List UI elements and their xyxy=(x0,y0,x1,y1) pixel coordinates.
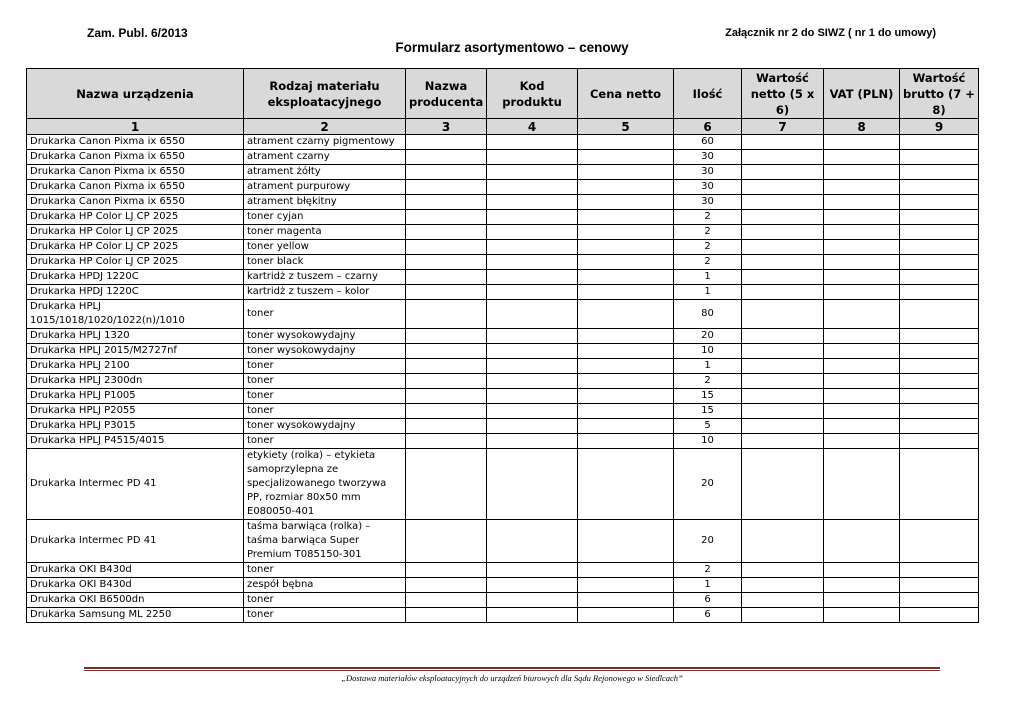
product-code-cell xyxy=(487,404,578,419)
gross-value-cell xyxy=(900,329,979,344)
producer-cell xyxy=(406,449,487,520)
quantity-cell: 2 xyxy=(674,225,742,240)
vat-cell xyxy=(824,285,900,300)
product-code-cell xyxy=(487,285,578,300)
device-cell: Drukarka Intermec PD 41 xyxy=(27,520,244,563)
net-value-cell xyxy=(742,434,824,449)
net-value-cell xyxy=(742,240,824,255)
product-code-cell xyxy=(487,135,578,150)
material-cell: toner xyxy=(244,359,406,374)
material-cell: toner xyxy=(244,563,406,578)
producer-cell xyxy=(406,434,487,449)
net-price-cell xyxy=(578,578,674,593)
material-cell: toner wysokowydajny xyxy=(244,329,406,344)
net-value-cell xyxy=(742,404,824,419)
device-cell: Drukarka HPLJ 2015/M2727nf xyxy=(27,344,244,359)
net-value-cell xyxy=(742,374,824,389)
material-cell: toner xyxy=(244,404,406,419)
product-code-cell xyxy=(487,419,578,434)
producer-cell xyxy=(406,563,487,578)
product-code-cell xyxy=(487,578,578,593)
producer-cell xyxy=(406,150,487,165)
table-row xyxy=(27,344,979,359)
table-row xyxy=(27,300,979,329)
producer-cell xyxy=(406,419,487,434)
net-value-cell xyxy=(742,578,824,593)
vat-cell xyxy=(824,195,900,210)
quantity-cell: 2 xyxy=(674,563,742,578)
gross-value-cell xyxy=(900,180,979,195)
producer-cell xyxy=(406,270,487,285)
device-cell: Drukarka OKI B6500dn xyxy=(27,593,244,608)
net-price-cell xyxy=(578,300,674,329)
device-cell: Drukarka Canon Pixma ix 6550 xyxy=(27,165,244,180)
quantity-cell: 80 xyxy=(674,300,742,329)
device-cell: Drukarka Samsung ML 2250 xyxy=(27,608,244,623)
producer-cell xyxy=(406,195,487,210)
quantity-cell: 15 xyxy=(674,389,742,404)
column-number: 5 xyxy=(578,119,674,135)
vat-cell xyxy=(824,180,900,195)
net-price-cell xyxy=(578,389,674,404)
quantity-cell: 30 xyxy=(674,180,742,195)
net-value-cell xyxy=(742,389,824,404)
producer-cell xyxy=(406,285,487,300)
product-code-cell xyxy=(487,449,578,520)
vat-cell xyxy=(824,359,900,374)
table-row xyxy=(27,520,979,563)
product-code-cell xyxy=(487,180,578,195)
table-row xyxy=(27,135,979,150)
producer-cell xyxy=(406,520,487,563)
net-value-cell xyxy=(742,270,824,285)
vat-cell xyxy=(824,344,900,359)
product-code-cell xyxy=(487,210,578,225)
table-row xyxy=(27,593,979,608)
producer-cell xyxy=(406,404,487,419)
gross-value-cell xyxy=(900,578,979,593)
net-value-cell xyxy=(742,225,824,240)
table-row xyxy=(27,578,979,593)
device-cell: Drukarka HPLJ P4515/4015 xyxy=(27,434,244,449)
material-cell: toner cyjan xyxy=(244,210,406,225)
net-value-cell xyxy=(742,329,824,344)
column-header: Wartość brutto (7 + 8) xyxy=(900,69,979,119)
vat-cell xyxy=(824,150,900,165)
net-value-cell xyxy=(742,449,824,520)
net-price-cell xyxy=(578,608,674,623)
product-code-cell xyxy=(487,329,578,344)
producer-cell xyxy=(406,344,487,359)
footer-text: „Dostawa materiałów eksploatacyjnych do urządzeń biurowych dla Sądu Rejonowego w Siedlcach” xyxy=(341,673,683,683)
net-price-cell xyxy=(578,344,674,359)
product-code-cell xyxy=(487,434,578,449)
material-cell: toner magenta xyxy=(244,225,406,240)
net-value-cell xyxy=(742,195,824,210)
gross-value-cell xyxy=(900,285,979,300)
product-code-cell xyxy=(487,520,578,563)
net-value-cell xyxy=(742,608,824,623)
material-cell: zespół bębna xyxy=(244,578,406,593)
column-header: VAT (PLN) xyxy=(824,69,900,119)
table-row xyxy=(27,434,979,449)
product-code-cell xyxy=(487,240,578,255)
device-cell: Drukarka Canon Pixma ix 6550 xyxy=(27,180,244,195)
column-header: Wartość netto (5 x 6) xyxy=(742,69,824,119)
material-cell: kartridż z tuszem – kolor xyxy=(244,285,406,300)
device-cell: Drukarka Canon Pixma ix 6550 xyxy=(27,195,244,210)
net-value-cell xyxy=(742,359,824,374)
net-value-cell xyxy=(742,180,824,195)
quantity-cell: 30 xyxy=(674,165,742,180)
column-number: 9 xyxy=(900,119,979,135)
material-cell: toner xyxy=(244,434,406,449)
producer-cell xyxy=(406,329,487,344)
gross-value-cell xyxy=(900,195,979,210)
quantity-cell: 2 xyxy=(674,255,742,270)
column-number: 7 xyxy=(742,119,824,135)
quantity-cell: 1 xyxy=(674,578,742,593)
net-price-cell xyxy=(578,180,674,195)
assortment-table xyxy=(26,68,979,623)
quantity-cell: 2 xyxy=(674,240,742,255)
quantity-cell: 30 xyxy=(674,195,742,210)
material-cell: atrament czarny pigmentowy xyxy=(244,135,406,150)
column-number: 2 xyxy=(244,119,406,135)
producer-cell xyxy=(406,210,487,225)
footer-rule xyxy=(84,667,940,669)
vat-cell xyxy=(824,374,900,389)
quantity-cell: 1 xyxy=(674,285,742,300)
net-value-cell xyxy=(742,210,824,225)
quantity-cell: 5 xyxy=(674,419,742,434)
product-code-cell xyxy=(487,608,578,623)
net-value-cell xyxy=(742,300,824,329)
gross-value-cell xyxy=(900,344,979,359)
material-cell: toner xyxy=(244,389,406,404)
device-cell: Drukarka HPLJ 1320 xyxy=(27,329,244,344)
product-code-cell xyxy=(487,150,578,165)
net-price-cell xyxy=(578,135,674,150)
gross-value-cell xyxy=(900,563,979,578)
product-code-cell xyxy=(487,563,578,578)
producer-cell xyxy=(406,359,487,374)
gross-value-cell xyxy=(900,359,979,374)
vat-cell xyxy=(824,240,900,255)
column-header: Kod produktu xyxy=(487,69,578,119)
table-row xyxy=(27,210,979,225)
quantity-cell: 1 xyxy=(674,270,742,285)
column-header: Cena netto xyxy=(578,69,674,119)
device-cell: Drukarka HPLJ 2100 xyxy=(27,359,244,374)
annex-label: Załącznik nr 2 do SIWZ ( nr 1 do umowy) xyxy=(725,27,936,39)
gross-value-cell xyxy=(900,608,979,623)
table-row xyxy=(27,270,979,285)
material-cell: toner yellow xyxy=(244,240,406,255)
net-value-cell xyxy=(742,419,824,434)
producer-cell xyxy=(406,593,487,608)
device-cell: Drukarka HP Color LJ CP 2025 xyxy=(27,255,244,270)
material-cell: taśma barwiąca (rolka) – taśma barwiąca Super Premium T085150-301 xyxy=(244,520,406,563)
device-cell: Drukarka Intermec PD 41 xyxy=(27,449,244,520)
material-cell: toner wysokowydajny xyxy=(244,344,406,359)
column-header-row xyxy=(27,69,979,119)
table-row xyxy=(27,404,979,419)
net-price-cell xyxy=(578,150,674,165)
device-cell: Drukarka HPDJ 1220C xyxy=(27,270,244,285)
table-body xyxy=(27,135,979,623)
quantity-cell: 2 xyxy=(674,210,742,225)
gross-value-cell xyxy=(900,135,979,150)
device-cell: Drukarka HP Color LJ CP 2025 xyxy=(27,240,244,255)
net-value-cell xyxy=(742,135,824,150)
net-price-cell xyxy=(578,285,674,300)
product-code-cell xyxy=(487,344,578,359)
material-cell: toner wysokowydajny xyxy=(244,419,406,434)
table-row xyxy=(27,285,979,300)
product-code-cell xyxy=(487,225,578,240)
net-price-cell xyxy=(578,329,674,344)
net-price-cell xyxy=(578,359,674,374)
net-value-cell xyxy=(742,593,824,608)
column-number: 8 xyxy=(824,119,900,135)
gross-value-cell xyxy=(900,165,979,180)
vat-cell xyxy=(824,563,900,578)
producer-cell xyxy=(406,240,487,255)
material-cell: toner xyxy=(244,374,406,389)
material-cell: toner xyxy=(244,593,406,608)
vat-cell xyxy=(824,135,900,150)
vat-cell xyxy=(824,300,900,329)
product-code-cell xyxy=(487,593,578,608)
net-price-cell xyxy=(578,593,674,608)
quantity-cell: 20 xyxy=(674,520,742,563)
column-number: 6 xyxy=(674,119,742,135)
table-row xyxy=(27,419,979,434)
doc-ref: Zam. Publ. 6/2013 xyxy=(87,26,188,40)
product-code-cell xyxy=(487,359,578,374)
gross-value-cell xyxy=(900,300,979,329)
table-row xyxy=(27,449,979,520)
net-price-cell xyxy=(578,374,674,389)
producer-cell xyxy=(406,300,487,329)
material-cell: toner black xyxy=(244,255,406,270)
net-value-cell xyxy=(742,285,824,300)
product-code-cell xyxy=(487,195,578,210)
product-code-cell xyxy=(487,165,578,180)
quantity-cell: 10 xyxy=(674,344,742,359)
vat-cell xyxy=(824,593,900,608)
producer-cell xyxy=(406,135,487,150)
device-cell: Drukarka OKI B430d xyxy=(27,578,244,593)
quantity-cell: 15 xyxy=(674,404,742,419)
page-title: Formularz asortymentowo – cenowy xyxy=(395,40,629,55)
gross-value-cell xyxy=(900,225,979,240)
gross-value-cell xyxy=(900,255,979,270)
net-price-cell xyxy=(578,195,674,210)
material-cell: toner xyxy=(244,300,406,329)
material-cell: atrament błękitny xyxy=(244,195,406,210)
net-price-cell xyxy=(578,563,674,578)
device-cell: Drukarka HPLJ 1015/1018/1020/1022(n)/1010 xyxy=(27,300,244,329)
table-row xyxy=(27,389,979,404)
gross-value-cell xyxy=(900,520,979,563)
product-code-cell xyxy=(487,374,578,389)
net-price-cell xyxy=(578,520,674,563)
material-cell: atrament żółty xyxy=(244,165,406,180)
net-price-cell xyxy=(578,240,674,255)
device-cell: Drukarka Canon Pixma ix 6550 xyxy=(27,135,244,150)
quantity-cell: 1 xyxy=(674,359,742,374)
net-value-cell xyxy=(742,520,824,563)
quantity-cell: 6 xyxy=(674,608,742,623)
net-price-cell xyxy=(578,434,674,449)
column-number: 1 xyxy=(27,119,244,135)
producer-cell xyxy=(406,225,487,240)
product-code-cell xyxy=(487,389,578,404)
material-cell: toner xyxy=(244,608,406,623)
quantity-cell: 20 xyxy=(674,449,742,520)
table-row xyxy=(27,195,979,210)
table-row xyxy=(27,359,979,374)
material-cell: atrament purpurowy xyxy=(244,180,406,195)
vat-cell xyxy=(824,389,900,404)
product-code-cell xyxy=(487,270,578,285)
table-row xyxy=(27,240,979,255)
column-header: Nazwa urządzenia xyxy=(27,69,244,119)
net-price-cell xyxy=(578,210,674,225)
device-cell: Drukarka HPLJ P1005 xyxy=(27,389,244,404)
table-row xyxy=(27,255,979,270)
product-code-cell xyxy=(487,255,578,270)
table-row xyxy=(27,225,979,240)
vat-cell xyxy=(824,210,900,225)
gross-value-cell xyxy=(900,419,979,434)
device-cell: Drukarka OKI B430d xyxy=(27,563,244,578)
net-price-cell xyxy=(578,270,674,285)
net-value-cell xyxy=(742,563,824,578)
column-number: 3 xyxy=(406,119,487,135)
material-cell: atrament czarny xyxy=(244,150,406,165)
gross-value-cell xyxy=(900,434,979,449)
table-row xyxy=(27,374,979,389)
column-number: 4 xyxy=(487,119,578,135)
quantity-cell: 2 xyxy=(674,374,742,389)
producer-cell xyxy=(406,608,487,623)
vat-cell xyxy=(824,608,900,623)
net-value-cell xyxy=(742,344,824,359)
net-value-cell xyxy=(742,165,824,180)
table-row xyxy=(27,563,979,578)
gross-value-cell xyxy=(900,404,979,419)
quantity-cell: 60 xyxy=(674,135,742,150)
net-price-cell xyxy=(578,165,674,180)
device-cell: Drukarka HPLJ P3015 xyxy=(27,419,244,434)
net-price-cell xyxy=(578,449,674,520)
gross-value-cell xyxy=(900,240,979,255)
producer-cell xyxy=(406,255,487,270)
vat-cell xyxy=(824,165,900,180)
producer-cell xyxy=(406,374,487,389)
gross-value-cell xyxy=(900,449,979,520)
quantity-cell: 20 xyxy=(674,329,742,344)
quantity-cell: 6 xyxy=(674,593,742,608)
net-price-cell xyxy=(578,225,674,240)
table-row xyxy=(27,608,979,623)
footer-rule-thin xyxy=(84,670,940,671)
column-header: Rodzaj materiału eksploatacyjnego xyxy=(244,69,406,119)
net-price-cell xyxy=(578,419,674,434)
material-cell: kartridż z tuszem – czarny xyxy=(244,270,406,285)
device-cell: Drukarka HP Color LJ CP 2025 xyxy=(27,225,244,240)
vat-cell xyxy=(824,404,900,419)
vat-cell xyxy=(824,578,900,593)
vat-cell xyxy=(824,225,900,240)
vat-cell xyxy=(824,329,900,344)
column-number-row xyxy=(27,119,979,135)
producer-cell xyxy=(406,165,487,180)
product-code-cell xyxy=(487,300,578,329)
net-price-cell xyxy=(578,404,674,419)
device-cell: Drukarka HPDJ 1220C xyxy=(27,285,244,300)
net-value-cell xyxy=(742,255,824,270)
table-row xyxy=(27,150,979,165)
device-cell: Drukarka HPLJ P2055 xyxy=(27,404,244,419)
device-cell: Drukarka HP Color LJ CP 2025 xyxy=(27,210,244,225)
vat-cell xyxy=(824,449,900,520)
vat-cell xyxy=(824,419,900,434)
table-row xyxy=(27,329,979,344)
producer-cell xyxy=(406,180,487,195)
vat-cell xyxy=(824,270,900,285)
column-header: Ilość xyxy=(674,69,742,119)
device-cell: Drukarka HPLJ 2300dn xyxy=(27,374,244,389)
table-row xyxy=(27,165,979,180)
gross-value-cell xyxy=(900,389,979,404)
quantity-cell: 10 xyxy=(674,434,742,449)
vat-cell xyxy=(824,255,900,270)
net-price-cell xyxy=(578,255,674,270)
net-value-cell xyxy=(742,150,824,165)
vat-cell xyxy=(824,434,900,449)
gross-value-cell xyxy=(900,210,979,225)
gross-value-cell xyxy=(900,150,979,165)
material-cell: etykiety (rolka) – etykieta samoprzylepna ze specjalizowanego tworzywa PP, rozmiar 80x50 mm E080050-401 xyxy=(244,449,406,520)
producer-cell xyxy=(406,578,487,593)
device-cell: Drukarka Canon Pixma ix 6550 xyxy=(27,150,244,165)
column-header: Nazwa producenta xyxy=(406,69,487,119)
table-row xyxy=(27,180,979,195)
vat-cell xyxy=(824,520,900,563)
gross-value-cell xyxy=(900,593,979,608)
gross-value-cell xyxy=(900,270,979,285)
quantity-cell: 30 xyxy=(674,150,742,165)
producer-cell xyxy=(406,389,487,404)
gross-value-cell xyxy=(900,374,979,389)
